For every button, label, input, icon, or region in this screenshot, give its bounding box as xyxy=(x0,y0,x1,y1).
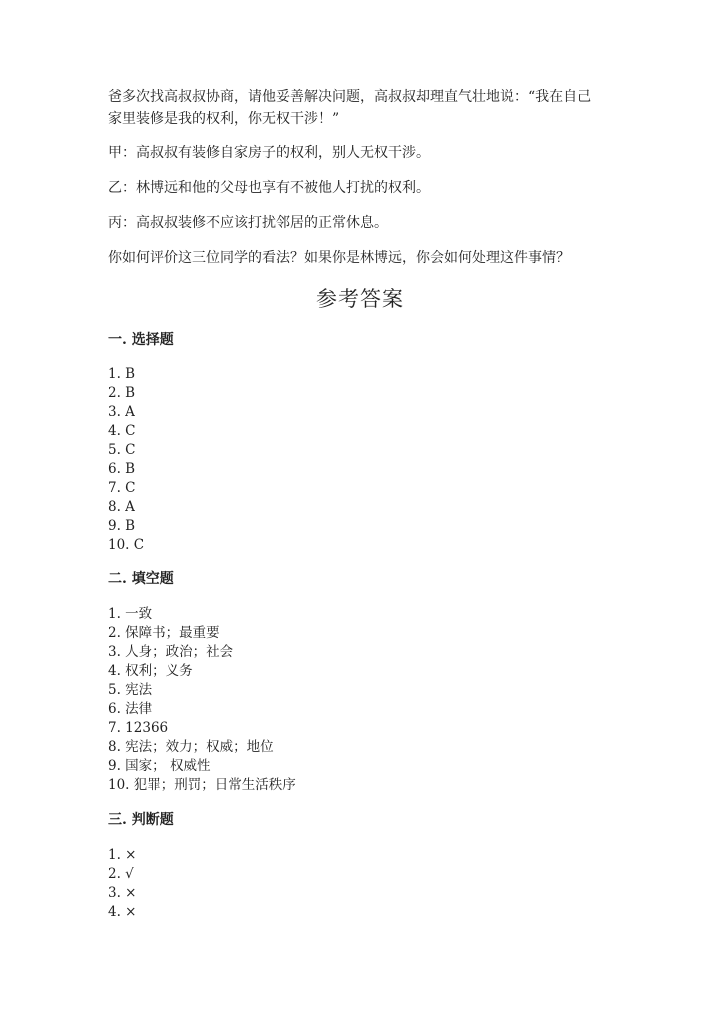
answer-list-true-false xyxy=(108,846,136,922)
answer-item: 1. × xyxy=(108,847,137,863)
answer-item: 3. × xyxy=(108,885,137,901)
answer-item: 7. C xyxy=(108,480,136,496)
answer-item: 1. B xyxy=(108,366,136,382)
answer-item: 8. 宪法；效力；权威；地位 xyxy=(108,739,274,755)
answer-item: 1. 一致 xyxy=(108,606,153,622)
section-heading-true-false: 三. 判断题 xyxy=(108,812,174,828)
answer-item: 4. 权利；义务 xyxy=(108,663,193,679)
question-prompt: 你如何评价这三位同学的看法？如果你是林博远，你会如何处理这件事情？ xyxy=(108,250,570,266)
opinion-jia: 甲：高叔叔有装修自家房子的权利，别人无权干涉。 xyxy=(108,145,430,161)
answer-key-title: 参考答案 xyxy=(316,287,404,311)
answer-item: 4. C xyxy=(108,423,136,439)
answer-item: 2. 保障书；最重要 xyxy=(108,625,220,641)
answer-item: 10. C xyxy=(108,537,145,553)
answer-item: 9. B xyxy=(108,518,136,534)
answer-item: 10. 犯罪；刑罚；日常生活秩序 xyxy=(108,777,296,793)
answer-item: 4. × xyxy=(108,904,137,920)
answer-item: 6. B xyxy=(108,461,136,477)
opinion-bing: 丙：高叔叔装修不应该打扰邻居的正常休息。 xyxy=(108,215,388,231)
answer-list-choice xyxy=(108,365,144,555)
answer-item: 3. A xyxy=(108,404,135,420)
answer-item: 2. √ xyxy=(108,866,134,882)
answer-item: 9. 国家； 权威性 xyxy=(108,758,211,774)
answer-list-fill-blank xyxy=(108,605,296,795)
answer-item: 6. 法律 xyxy=(108,701,153,717)
section-heading-fill-blank: 二. 填空题 xyxy=(108,571,174,587)
question-paragraph-line-1: 爸多次找高叔叔协商，请他妥善解决问题，高叔叔却理直气壮地说：“我在自己 xyxy=(108,89,592,105)
answer-item: 5. C xyxy=(108,442,136,458)
answer-item: 2. B xyxy=(108,385,136,401)
answer-item: 7. 12366 xyxy=(108,720,169,736)
answer-item: 8. A xyxy=(108,499,135,515)
answer-item: 5. 宪法 xyxy=(108,682,153,698)
section-heading-choice: 一. 选择题 xyxy=(108,332,174,348)
opinion-yi: 乙：林博远和他的父母也享有不被他人打扰的权利。 xyxy=(108,180,430,196)
question-paragraph-line-2: 家里装修是我的权利，你无权干涉！” xyxy=(108,111,340,127)
answer-item: 3. 人身；政治；社会 xyxy=(108,644,234,660)
